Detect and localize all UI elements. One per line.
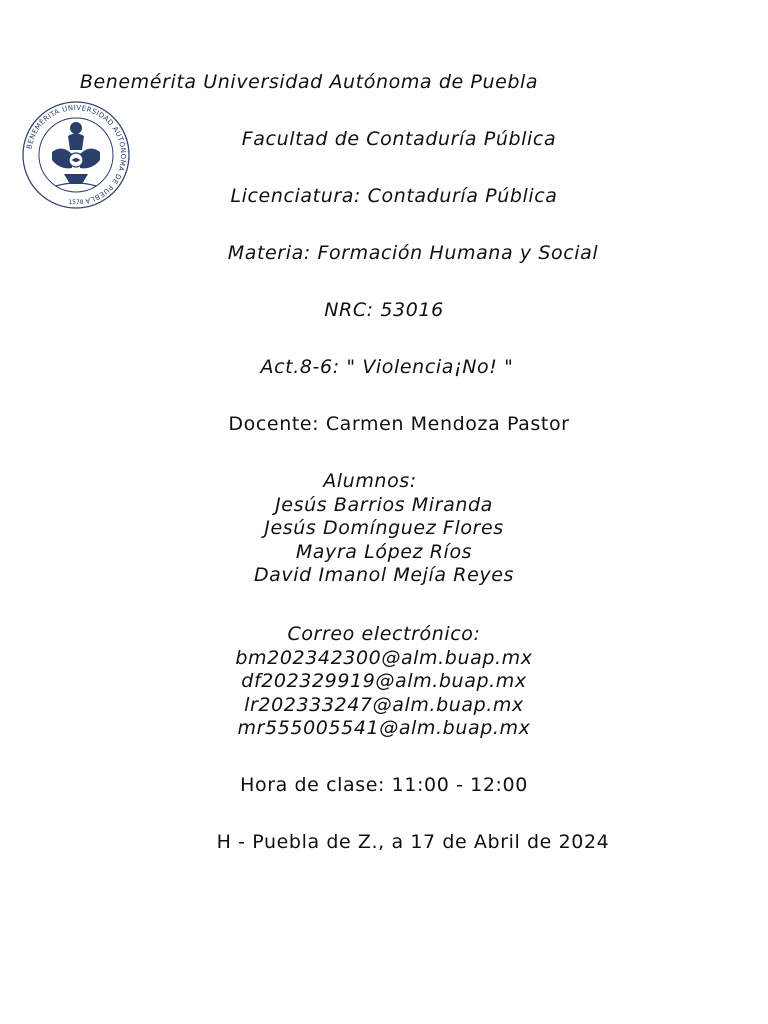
student-name: Jesús Domínguez Flores	[264, 517, 504, 539]
university-name: Benemérita Universidad Autónoma de Puebla	[79, 71, 539, 93]
email-address: mr555005541@alm.buap.mx	[237, 717, 531, 739]
teacher: Docente: Carmen Mendoza Pastor	[228, 413, 570, 435]
students-block	[0, 470, 768, 588]
emails-block	[0, 623, 768, 741]
email-address: lr202333247@alm.buap.mx	[244, 693, 524, 716]
activity-title: Act.8-6: " Violencia¡No! "	[260, 356, 514, 378]
emails-heading: Correo electrónico:	[287, 623, 481, 645]
faculty-name: Facultad de Contaduría Pública	[241, 128, 557, 150]
subject: Materia: Formación Humana y Social	[227, 242, 599, 264]
degree: Licenciatura: Contaduría Pública	[230, 185, 558, 207]
nrc: NRC: 53016	[324, 299, 444, 321]
email-address: df202329919@alm.buap.mx	[241, 670, 527, 692]
place-date: H - Puebla de Z., a 17 de Abril de 2024	[216, 831, 610, 853]
student-name: Jesús Barrios Miranda	[275, 493, 493, 516]
student-name: Mayra López Ríos	[295, 540, 473, 563]
students-heading: Alumnos:	[323, 470, 417, 492]
seal-year: 1578	[68, 199, 84, 206]
seal-ring-text: BENEMÉRITA UNIVERSIDAD AUTÓNOMA DE PUEBLA	[25, 103, 128, 206]
student-name: David Imanol Mejía Reyes	[253, 564, 515, 586]
class-time: Hora de clase: 11:00 - 12:00	[240, 774, 528, 796]
email-address: bm202342300@alm.buap.mx	[235, 646, 533, 669]
